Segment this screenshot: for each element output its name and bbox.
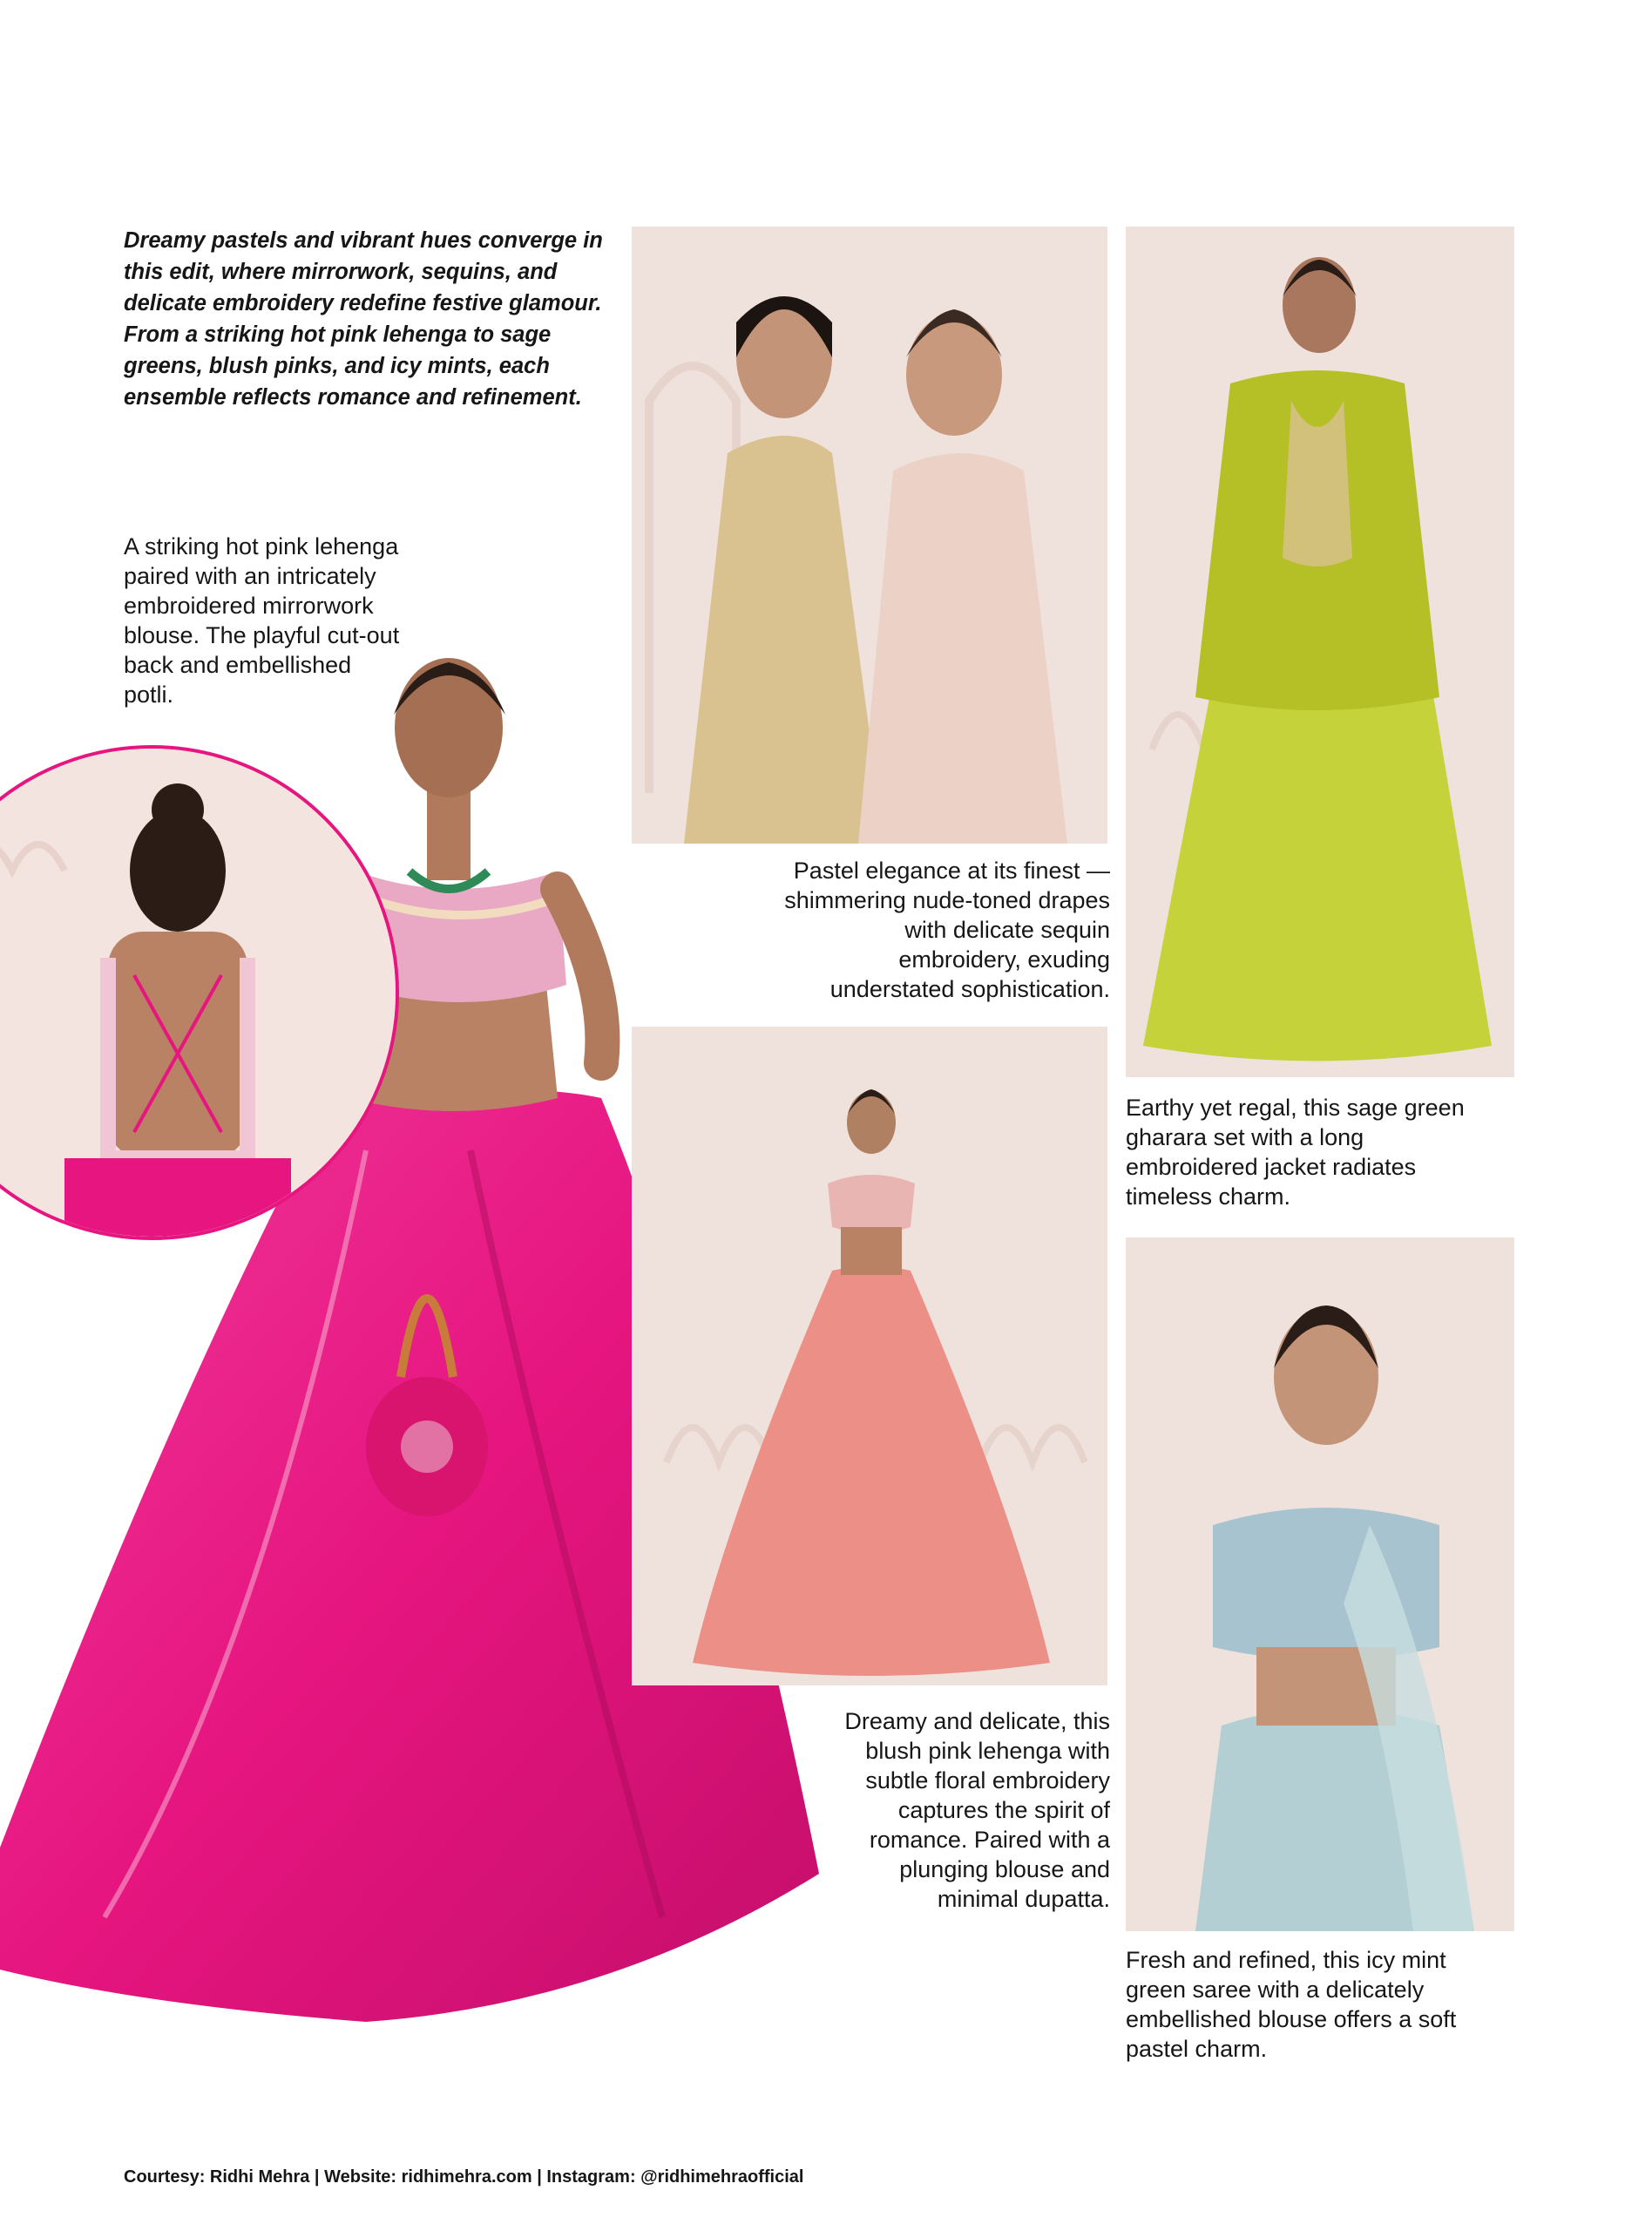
sage-caption: Earthy yet regal, this sage green gharara set with a long embroidered jacket radiates timeless charm.	[1126, 1095, 1465, 1210]
pastel-caption: Pastel elegance at its finest — shimmering nude-toned drapes with delicate sequin embroidery, exuding understated sophistication.	[784, 858, 1110, 1002]
blush-pink-lehenga-photo	[632, 1027, 1107, 1685]
intro-text: Dreamy pastels and vibrant hues converge in this edit, where mirrorwork, sequins, and delicate embroidery redefine festive glamour. From a striking hot pink lehenga to sage greens, blush pinks, and icy mints, each ensemble reflects romance and refinement.	[124, 228, 603, 410]
icy-mint-saree-photo	[1126, 1238, 1514, 1931]
hot-pink-caption: A striking hot pink lehenga paired with an intricately embroidered mirrorwork blouse. The playful cut-out back and embellished potli.	[124, 533, 400, 708]
sage-green-gharara-photo	[1126, 227, 1514, 1077]
mint-caption: Fresh and refined, this icy mint green saree with a delicately embellished blouse offers a soft pastel charm.	[1126, 1947, 1457, 2062]
blush-caption: Dreamy and delicate, this blush pink lehenga with subtle floral embroidery captures the spirit of romance. Paired with a plunging blouse and minimal dupatta.	[844, 1708, 1110, 1912]
pastel-nude-drapes-photo	[632, 227, 1107, 844]
credits-footer: Courtesy: Ridhi Mehra | Website: ridhimehra.com | Instagram: @ridhimehraofficial	[124, 2167, 804, 2187]
